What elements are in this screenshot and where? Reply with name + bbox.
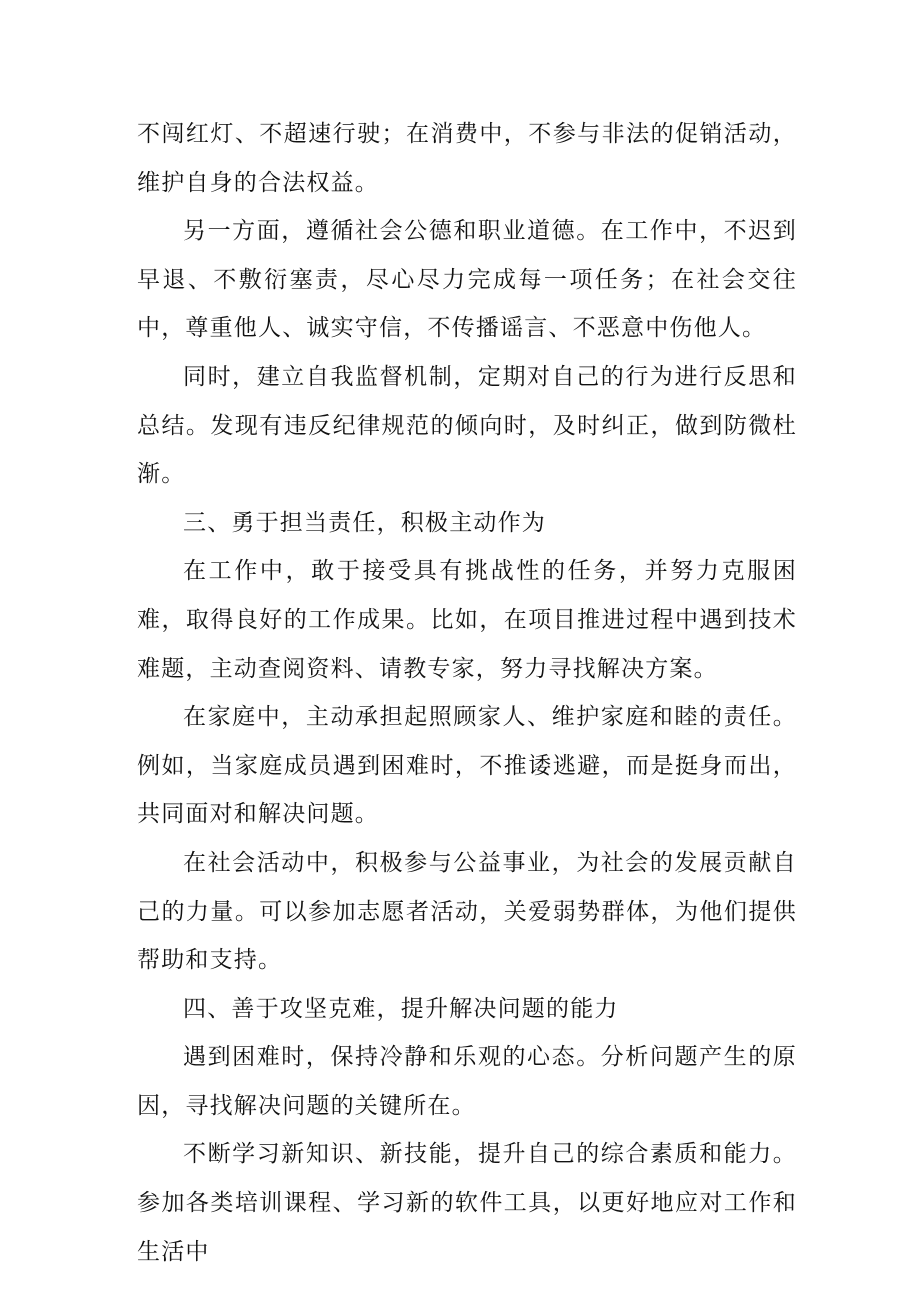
section-heading-responsibility: 三、勇于担当责任，积极主动作为 (183, 509, 546, 536)
paragraph-work: 在工作中，敢于接受具有挑战性的任务，并努力克服困难，取得良好的工作成果。比如，在项目推进过程中遇到技术难题，主动查阅资料、请教专家，努力寻找解决方案。 (137, 558, 797, 682)
paragraph-self-supervision: 同时，建立自我监督机制，定期对自己的行为进行反思和总结。发现有违反纪律规范的倾向时，及时纠正，做到防微杜渐。 (137, 363, 797, 488)
paragraph-difficulties: 遇到困难时，保持冷静和乐观的心态。分析问题产生的原因，寻找解决问题的关键所在。 (137, 1044, 797, 1119)
paragraph-society: 在社会活动中，积极参与公益事业，为社会的发展贡献自己的力量。可以参加志愿者活动，关爱弱势群体，为他们提供帮助和支持。 (137, 849, 797, 974)
paragraph-family: 在家庭中，主动承担起照顾家人、维护家庭和睦的责任。例如，当家庭成员遇到困难时，不推诿逃避，而是挺身而出，共同面对和解决问题。 (137, 704, 797, 828)
paragraph-learning: 不断学习新知识、新技能，提升自己的综合素质和能力。参加各类培训课程、学习新的软件工具，以更好地应对工作和生活中 (137, 1141, 797, 1265)
document-body (137, 110, 797, 1276)
section-heading-problem-solving: 四、善于攻坚克难，提升解决问题的能力 (183, 995, 619, 1022)
paragraph-continuation: 不闯红灯、不超速行驶；在消费中，不参与非法的促销活动，维护自身的合法权益。 (137, 121, 797, 196)
paragraph-social-ethics: 另一方面，遵循社会公德和职业道德。在工作中，不迟到早退、不敷衍塞责，尽心尽力完成每一项任务；在社会交往中，尊重他人、诚实守信，不传播谣言、不恶意中伤他人。 (137, 218, 797, 342)
